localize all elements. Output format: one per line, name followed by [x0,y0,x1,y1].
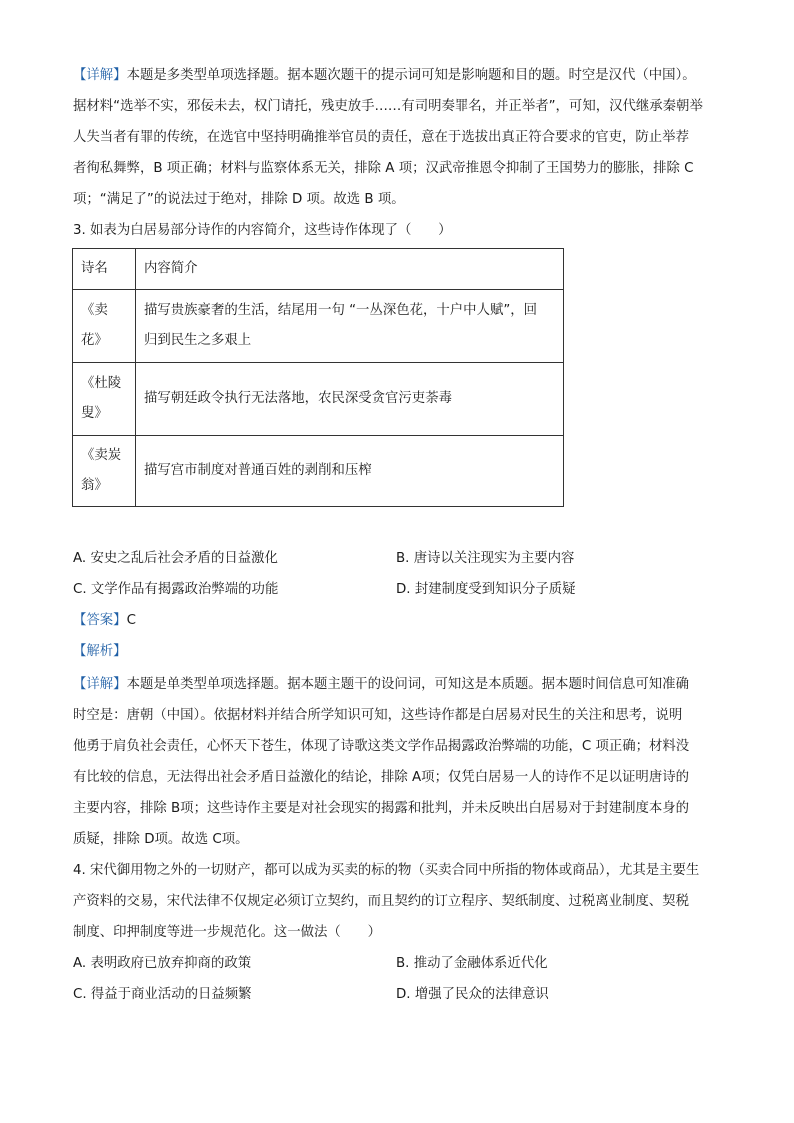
q4-option-d: D. 增强了民众的法律意识 [396,987,549,1002]
poem-content-line: 归到民生之多艰上 [144,333,252,348]
q2-detail-line-3: 人失当者有罪的传统，在选官中坚持明确推举官员的责任，意在于选拔出真正符合要求的官吏，防止举荐 [73,130,689,145]
q2-detail-line-1 [73,67,696,85]
poem-content-cell [136,290,564,363]
q4-stem-line-2: 产资料的交易，宋代法律不仅规定必须订立契约，而且契约的订立程序、契纸制度、过税离业制度、契税 [73,894,689,909]
text: 本题是多类型单项选择题。据本题次题干的提示词可知是影响题和目的题。时空是汉代（中国）。 [126,68,696,83]
q4-option-b: B. 推动了金融体系近代化 [396,956,548,971]
detail-tag: 【详解】 [73,677,127,692]
q4-option-a: A. 表明政府已放弃抑商的政策 [73,956,252,971]
answer-tag: 【答案】 [73,613,127,628]
q3-option-a: A. 安史之乱后社会矛盾的日益激化 [73,551,278,566]
q3-option-c: C. 文学作品有揭露政治弊端的功能 [73,582,279,597]
q4-stem-line-1: 4. 宋代御用物之外的一切财产，都可以成为买卖的标的物（买卖合同中所指的物体或商品），尤其是主要生 [73,863,700,878]
q3-analysis-tag [73,643,127,661]
header-poem-name: 诗名 [73,249,136,290]
q3-answer [73,612,136,630]
q4-stem-line-3: 制度、印押制度等进一步规范化。这一做法（ ） [73,925,381,940]
q3-detail-line-5: 主要内容，排除 B项；这些诗作主要是对社会现实的揭露和批判，并未反映出白居易对于封建制度本身的 [73,801,690,816]
q3-detail-line-2: 时空是：唐朝（中国）。依据材料并结合所学知识可知，这些诗作都是白居易对民生的关注和思考，说明 [73,708,683,723]
q3-detail-line-1 [73,676,689,694]
q3-option-b: B. 唐诗以关注现实为主要内容 [396,551,575,566]
poem-name-line: 翁》 [81,478,108,493]
poem-name-line: 花》 [81,333,108,348]
q4-option-c: C. 得益于商业活动的日益频繁 [73,987,252,1002]
poem-name-cell [73,436,136,507]
text: 本题是单类型单项选择题。据本题主题干的设问词，可知这是本质题。据本题时间信息可知准确 [126,677,689,692]
q2-detail-line-5: 项；“满足了”的说法过于绝对，排除 D 项。故选 B 项。 [73,192,405,207]
poem-name-line: 叟》 [81,406,108,421]
poem-name-line: 《卖 [81,303,108,318]
table-row [73,290,564,363]
q3-stem: 3. 如表为白居易部分诗作的内容简介，这些诗作体现了（ ） [73,223,452,238]
poem-content-line: 描写宫市制度对普通百姓的剥削和压榨 [144,463,372,478]
answer-value: C [126,613,136,628]
q2-detail-line-4: 者徇私舞弊，B 项正确；材料与监察体系无关，排除 A 项；汉武帝推恩令抑制了王国势力的膨胀，排除 C [73,161,694,176]
q2-detail-line-2: 据材料“选举不实，邪佞未去，权门请托，残吏放手……有司明奏罪名，并正举者”，可知，汉代继承秦朝举 [73,99,703,114]
q3-detail-line-6: 质疑，排除 D项。故选 C项。 [73,832,249,847]
analysis-tag: 【解析】 [73,644,127,659]
poem-content-line: 描写朝廷政令执行无法落地，农民深受贪官污吏荼毒 [144,391,452,406]
poem-content-cell [136,436,564,507]
table-row [73,436,564,507]
header-content: 内容简介 [136,249,564,290]
q3-detail-line-3: 他勇于肩负社会责任，心怀天下苍生，体现了诗歌这类文学作品揭露政治弊端的功能，C 项正确；材料没 [73,739,690,754]
poem-name-cell [73,363,136,436]
poem-table [72,248,564,507]
poem-content-cell [136,363,564,436]
q3-detail-line-4: 有比较的信息，无法得出社会矛盾日益激化的结论，排除 A项；仅凭白居易一人的诗作不足以证明唐诗的 [73,770,689,785]
q3-option-d: D. 封建制度受到知识分子质疑 [396,582,576,597]
poem-content-line: 描写贵族豪奢的生活，结尾用一句 “一丛深色花，十户中人赋”，回 [144,303,538,318]
table-row [73,363,564,436]
detail-tag: 【详解】 [73,68,127,83]
table-header-row [73,249,564,290]
poem-name-cell [73,290,136,363]
poem-name-line: 《卖炭 [81,448,122,463]
poem-name-line: 《杜陵 [81,376,122,391]
